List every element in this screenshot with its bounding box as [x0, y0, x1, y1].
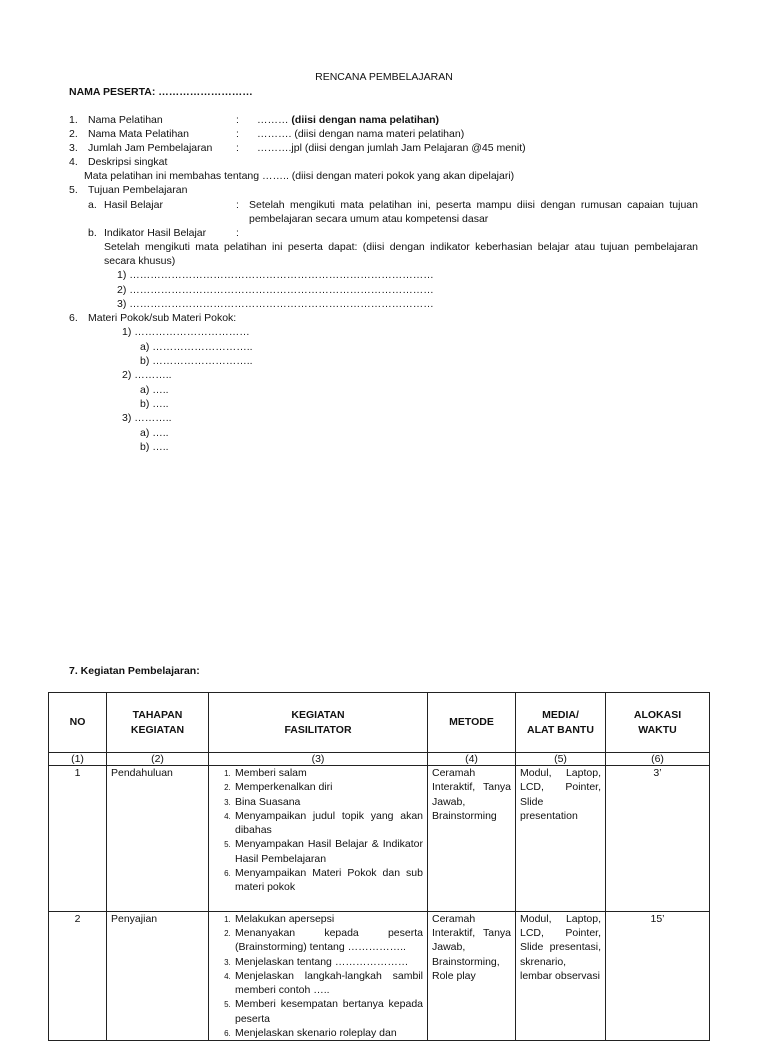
item-label: Jumlah Jam Pembelajaran: [88, 142, 213, 154]
row-metode: Ceramah Interaktif, Tanya Jawab, Brainstorming, Role play: [428, 911, 516, 1041]
row-metode: Ceramah Interaktif, Tanya Jawab, Brainstorming: [428, 766, 516, 912]
item-sep: :: [236, 114, 239, 126]
indikator-sep: :: [236, 227, 239, 239]
item-dots: ……….jpl: [257, 142, 302, 154]
materi-line: b) …..: [140, 398, 169, 410]
kegiatan-step: 6. Menyampaikan Materi Pokok dan sub materi pokok: [233, 866, 423, 895]
item-value: [257, 113, 439, 127]
item-num: 1.: [69, 114, 78, 126]
row-media: Modul, Laptop, LCD, Pointer, Slide presentasi, skrenario, lembar observasi: [516, 911, 606, 1041]
column-number: (2): [107, 753, 209, 766]
indikator-letter: b.: [88, 227, 97, 239]
item-sep: :: [236, 128, 239, 140]
table-row: [49, 911, 710, 1041]
column-number: (6): [606, 753, 710, 766]
kegiatan-step: 3. Menjelaskan tentang …………………: [233, 955, 423, 969]
header-tahapan: TAHAPAN KEGIATAN: [107, 693, 209, 753]
kegiatan-heading: 7. Kegiatan Pembelajaran:: [69, 665, 200, 677]
kegiatan-step: 5. Menyampakan Hasil Belajar & Indikator Hasil Pembelajaran: [233, 837, 423, 866]
item-hint: (diisi dengan nama materi pelatihan): [294, 128, 465, 140]
peserta-label: NAMA PESERTA:: [69, 86, 156, 98]
table-header-row: [49, 693, 710, 753]
kegiatan-step: 2. Memperkenalkan diri: [233, 780, 423, 794]
kegiatan-step: 3. Bina Suasana: [233, 795, 423, 809]
item-num: 4.: [69, 156, 78, 168]
indikator-line-1: Setelah mengikuti mata pelatihan ini peserta dapat: (diisi dengan indikator keberhasian belajar atau tujuan pembelajaran: [104, 241, 698, 253]
row-tahapan: Pendahuluan: [107, 766, 209, 912]
hasil-line-2: pembelajaran secara umum atau kompetensi dasar: [249, 213, 489, 225]
item-num: 2.: [69, 128, 78, 140]
item-label: Deskripsi singkat: [88, 156, 168, 168]
kegiatan-step: 4. Menjelaskan langkah-langkah sambil memberi contoh …..: [233, 969, 423, 998]
column-number-row: [49, 753, 710, 766]
item-value: [257, 141, 526, 155]
header-no: NO: [49, 693, 107, 753]
column-number: (5): [516, 753, 606, 766]
item-dots: ………: [257, 114, 289, 126]
table-row: [49, 766, 710, 912]
materi-label: Materi Pokok/sub Materi Pokok:: [88, 312, 237, 324]
header-media: MEDIA/ ALAT BANTU: [516, 693, 606, 753]
document-title: RENCANA PEMBELAJARAN: [315, 71, 453, 83]
indikator-item: 3) ……………………………………………………………………………: [117, 298, 434, 310]
column-number: (1): [49, 753, 107, 766]
header-kegiatan: KEGIATAN FASILITATOR: [209, 693, 428, 753]
kegiatan-step: 1. Memberi salam: [233, 766, 423, 780]
item-hint: (diisi dengan jumlah Jam Pelajaran @45 menit): [304, 142, 526, 154]
materi-line: b) ………………………..: [140, 355, 253, 367]
deskripsi-text: Mata pelatihan ini membahas tentang …….. (diisi dengan materi pokok yang akan dipelajari): [84, 170, 515, 182]
header-alokasi: ALOKASI WAKTU: [606, 693, 710, 753]
item-sep: :: [236, 142, 239, 154]
peserta-line: [69, 85, 253, 99]
indikator-line-2: secara khusus): [104, 255, 176, 267]
row-tahapan: Penyajian: [107, 911, 209, 1041]
row-kegiatan: [209, 911, 428, 1041]
indikator-item: 2) ……………………………………………………………………………: [117, 284, 434, 296]
materi-line: 1) ……………………………: [122, 326, 250, 338]
kegiatan-step: 5. Memberi kesempatan bertanya kepada peserta: [233, 997, 423, 1026]
hasil-letter: a.: [88, 199, 97, 211]
materi-line: 2) ………..: [122, 369, 172, 381]
kegiatan-step: 2. Menanyakan kepada peserta (Brainstorming) tentang ……………..: [233, 926, 423, 955]
item-dots: ……….: [257, 128, 292, 140]
materi-line: 3) ………..: [122, 412, 172, 424]
row-media: Modul, Laptop, LCD, Pointer, Slide presentation: [516, 766, 606, 912]
hasil-label: Hasil Belajar: [104, 199, 163, 211]
hasil-line-1: Setelah mengikuti mata pelatihan ini, peserta mampu diisi dengan rumusan capaian tujuan: [249, 199, 698, 211]
column-number: (4): [428, 753, 516, 766]
item-label: Nama Pelatihan: [88, 114, 163, 126]
row-alokasi: 3’: [606, 766, 710, 912]
item-num: 3.: [69, 142, 78, 154]
materi-line: a) ………………………..: [140, 341, 253, 353]
materi-line: a) …..: [140, 384, 169, 396]
tujuan-label: Tujuan Pembelajaran: [88, 184, 188, 196]
item-label: Nama Mata Pelatihan: [88, 128, 189, 140]
kegiatan-step: 4. Menyampaikan judul topik yang akan dibahas: [233, 809, 423, 838]
materi-line: a) …..: [140, 427, 169, 439]
header-metode: METODE: [428, 693, 516, 753]
kegiatan-step: 1. Melakukan apersepsi: [233, 912, 423, 926]
row-no: 1: [49, 766, 107, 912]
item-value: [257, 127, 464, 141]
kegiatan-step: 6. Menjelaskan skenario roleplay dan: [233, 1026, 423, 1040]
materi-line: b) …..: [140, 441, 169, 453]
indikator-item: 1) ……………………………………………………………………………: [117, 269, 434, 281]
row-no: 2: [49, 911, 107, 1041]
hasil-sep: :: [236, 199, 239, 211]
row-alokasi: 15’: [606, 911, 710, 1041]
row-kegiatan: [209, 766, 428, 912]
kegiatan-table: [48, 692, 710, 1041]
item-hint: (diisi dengan nama pelatihan): [291, 114, 440, 126]
column-number: (3): [209, 753, 428, 766]
peserta-value: ………………………: [158, 86, 253, 98]
indikator-label: Indikator Hasil Belajar: [104, 227, 207, 239]
materi-num: 6.: [69, 312, 78, 324]
tujuan-num: 5.: [69, 184, 78, 196]
